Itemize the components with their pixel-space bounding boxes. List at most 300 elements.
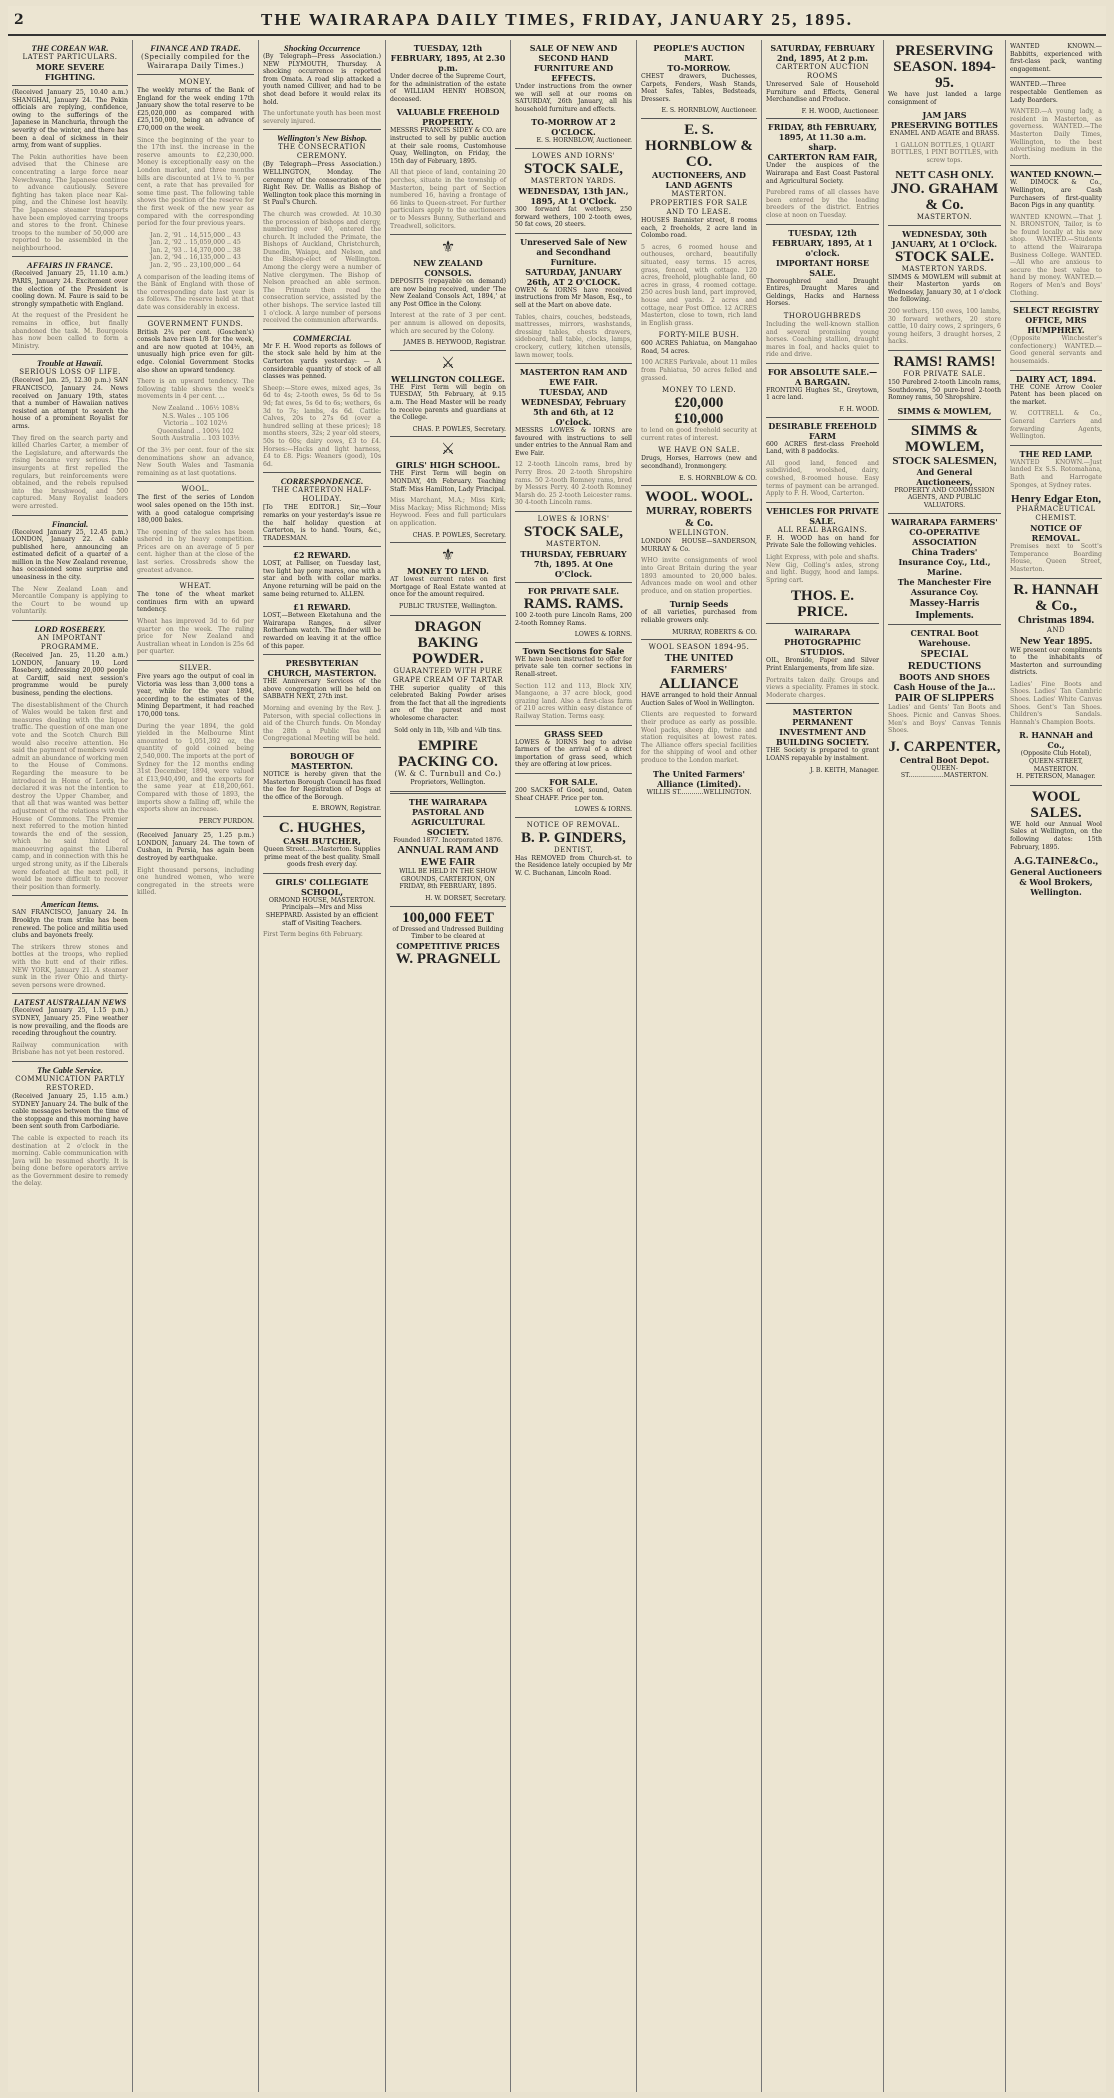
article-text: Eight thousand persons, including one hundred women, who were congregated in the streets were killed. <box>137 866 254 897</box>
ad-yards: MASTERTON. <box>545 540 602 549</box>
ad-text: Clients are requested to forward their produce as early as possible. Wool packs, sheep dip, twine and station requisites at lowest rates. The Alliance offers special facilities for the shipping of wool and other produce to the London market. <box>641 711 757 764</box>
ad-lowes: LOWES & IORNS' <box>537 515 610 524</box>
article-text: Of the 3½ per cent. four of the six denominations show an advance, New South Wales and Tasmania remaining as at last quotations. <box>137 446 254 477</box>
coat-of-arms-icon: ⚜ <box>440 545 456 565</box>
ad-text: Drugs, Horses, Harrows (new and secondhand), Ironmongery. <box>641 455 757 471</box>
ad-building-society: MASTERTON PERMANENT INVESTMENT AND BUILDING SOCIETY. <box>775 707 870 748</box>
ad-mart: PEOPLE'S AUCTION MART. <box>653 43 745 63</box>
subhead: AN IMPORTANT PROGRAMME. <box>37 634 103 652</box>
ad-thoroughbreds: THOROUGHBREDS <box>783 311 862 320</box>
headline-finance: FINANCE AND TRADE. <box>150 43 241 53</box>
ad-graham: JNO. GRAHAM & Co. <box>890 180 999 213</box>
ad-text: (Opposite Winchester's confectionery.) WANTED.—Good general servants and housemaids. <box>1010 335 1102 365</box>
article-text: SAN FRANCISCO, January 24. In Brooklyn the tram strike has been renewed. The police and militia used clubs and bayonets freely. <box>12 909 128 940</box>
subhead: SILVER. <box>179 664 212 672</box>
ad-text: OIL, Bromide, Paper and Silver Print Enlargements, from life size. <box>766 657 879 672</box>
headline-france: AFFAIRS IN FRANCE. <box>27 260 113 271</box>
article-text: A comparison of the leading items of the Bank of England with those of the corresponding date last year is as follows. The reserve held at that date was considerably in excess. <box>137 273 254 312</box>
ad-wool: WOOL. WOOL. <box>645 489 753 506</box>
headline-rosebery: LORD ROSEBERY. <box>34 624 106 635</box>
ad-text: of all varieties, purchased from reliable growers only. <box>641 609 757 624</box>
ad-stock-salesmen: STOCK SALESMEN, <box>892 454 997 467</box>
ad-murray: MURRAY, ROBERTS & Co. <box>646 505 752 530</box>
ad-dairy-act: DAIRY ACT, 1894. <box>1015 373 1097 384</box>
article-text: The church was crowded. At 10.30 the procession of bishops and clergy, numbering over 40, entered the church. It included the Primate, the Bishops of Auckland, Christchurch, Dunedin, Waiapu, and Nelson, and the Bishop-elect of Wellington. Among the clergy were a number of Native clergymen. The Bishop of Nelson preached an able sermon. The Primate then read the consecration service, assisted by the other bishops. The service lasted till 1 o'clock. A large number of persons received the communion afterwards. <box>263 210 381 325</box>
ad-text: WANTED KNOWN.—Just landed Ex S.S. Rotomahana, Bath and Harrogate Sponges, at Sydney rates. <box>1010 458 1102 489</box>
ad-text: LONDON HOUSE—SANDERSON, MURRAY & Co. <box>641 538 757 553</box>
ad-text: HOUSES Bannister street, 8 rooms each, 2 freeholds, 2 acre land in Colombo road. <box>641 216 757 240</box>
ad-text: WE have been instructed to offer for private sale ten corner sections in Renall-street. <box>515 655 632 678</box>
column-5 <box>511 40 637 2092</box>
ad-new-year: New Year 1895. <box>1019 634 1093 647</box>
ad-date: SATURDAY, FEBRUARY 2nd, 1895, At 2 p.m. <box>770 43 875 63</box>
ad-manchester: The Manchester Fire Assurance Coy. <box>897 577 992 598</box>
ad-photo: WAIRARAPA PHOTOGRAPHIC STUDIOS. <box>784 627 861 658</box>
subhead: THE CARTERTON HALF-HOLIDAY. <box>272 486 372 504</box>
ad-tomorrow: TO-MORROW. <box>667 63 731 73</box>
article-text: The tone of the wheat market continues firm with an upward tendency. <box>137 591 254 614</box>
ad-presbyterian: PRESBYTERIAN CHURCH, MASTERTON. <box>267 658 377 679</box>
signature: E. S. HORNBLOW, Auctioneer. <box>661 107 757 115</box>
article-text: Five years ago the output of coal in Victoria was less than 3,000 tons a year, while for the year 1894, according to the estimates of the Mining Department, it had reached 170,000 tons. <box>137 673 254 718</box>
headline-hawaii: Trouble at Hawaii. <box>36 358 104 369</box>
ad-text: WANTED KNOWN.—That J. N. BRONSTON, Tailor, is to be found locally at his new shop. WANTED.—Students to attend the Wairarapa Business College. WANTED.—All who are anxious to secure the best value to hand by money. WANTED.—Rogers of Men's and Boys' Clothing. <box>1010 213 1102 297</box>
column-grid <box>8 40 1106 2092</box>
ad-text: CHEST drawers, Duchesses, Carpets, Fenders, Wash Stands, Meat Safes, Tables, Bedsteads, Dressers. <box>641 73 757 103</box>
ad-yards: MASTERTON YARDS. <box>530 176 617 185</box>
ad-ginders: B. P. GINDERS, <box>521 829 626 846</box>
ad-text: WANTED.—A young lady, a resident in Masterton, as governess. WANTED.—The Masterton Daily Times, Wellington, to the best advertising medium in the North. <box>1010 108 1102 161</box>
column-3 <box>259 40 386 2092</box>
ad-text: MESSRS LOWES & IORNS are favoured with instructions to sell under entries to the Annual Ram and Ewe Fair. <box>515 427 632 457</box>
ad-date: WEDNESDAY, 13th JAN., 1895, At 1 O'Clock. <box>518 185 629 206</box>
subhead: MORE SEVERE FIGHTING. <box>35 62 105 82</box>
ad-massey: Massey-Harris Implements. <box>909 597 980 622</box>
signature: LOWES & IORNS. <box>574 631 632 639</box>
ad-text: Morning and evening by the Rev. J. Paterson, with special collections in aid of the Church funds. On Monday the 28th a Public Tea and Congregational Meeting will be held. <box>263 705 381 743</box>
ad-text: All that piece of land, containing 20 perches, situate in the township of Masterton, being part of Section numbered 16, having a frontage of 66 links to Queen-street. For further particulars apply to the auctioneers or to Messrs Bunny, Sutherland and Treadwell, solicitors. <box>390 169 506 230</box>
ad-text: Proprietors, Wellington. <box>410 779 486 787</box>
ad-wool-sales: WOOL SALES. <box>1030 788 1082 821</box>
ad-text: Sold only in 1lb, ½lb and ¼lb tins. <box>394 726 502 734</box>
signature: J. B. KEITH, Manager. <box>809 766 879 774</box>
ad-text: (Opposite Club Hotel), QUEEN-STREET, MASTERTON. <box>1020 750 1092 773</box>
column-4 <box>386 40 511 2092</box>
ad-text: Portraits taken daily. Groups and views a speciality. Frames in stock. Moderate charges. <box>766 676 879 699</box>
ad-text: Under the auspices of the Wairarapa and East Coast Pastoral and Agricultural Society. <box>766 162 879 185</box>
ad-text: to lend on good freehold security at current rates of interest. <box>641 427 757 442</box>
ad-text: 12 2-tooth Lincoln rams, bred by Perry Bros. 20 2-tooth Shropshire rams. 50 2-tooth Romney rams, bred by Messrs Perry. 40 2-tooth Romney Marsh do. 25 2-tooth Leicester rams. 30 4-tooth Lincoln rams. <box>515 461 632 507</box>
ad-text: WILL BE HELD IN THE SHOW GROUNDS, CARTERTON, ON FRIDAY, 8th FEBRUARY, 1895. <box>399 868 497 891</box>
ad-text: Purebred rams of all classes have been entered by the leading breeders of the district. Entries close at noon on Tuesday. <box>766 189 879 219</box>
ad-text: DEPOSITS (repayable on demand) are now being received, under 'The New Zealand Consols Act, 1894,' at any Post Office in the Colony. <box>390 278 506 308</box>
ad-vehicles: VEHICLES FOR PRIVATE SALE. <box>766 505 879 526</box>
ad-reward-1: £1 REWARD. <box>293 602 351 613</box>
ad-text: Section 112 and 113, Block XIV, Mangaone, a 37 acre block, good grazing land. Also a first-class farm of 210 acres within easy distance of Railway Station. Terms easy. <box>515 682 632 720</box>
ad-dragon: DRAGON BAKING POWDER. <box>412 618 484 667</box>
signature: H. PETERSON, Manager. <box>1016 773 1096 781</box>
ad-pastoral: THE WAIRARAPA PASTORAL AND AGRICULTURAL SOCIETY. <box>408 796 488 837</box>
ad-time: TO-MORROW AT 2 O'CLOCK. <box>531 117 616 138</box>
ad-bottles: PRESERVING BOTTLES <box>891 120 998 131</box>
ad-jars: JAM JARS <box>922 110 967 121</box>
ad-borough: BOROUGH OF MASTERTON. <box>289 750 355 771</box>
column-2 <box>133 40 259 2092</box>
ad-ram-fair: ANNUAL RAM AND EWE FAIR <box>397 844 499 869</box>
ad-date: TUESDAY, 12th FEBRUARY, 1895, At 2.30 p.m. <box>390 43 506 73</box>
ad-on-sale: WE HAVE ON SALE. <box>658 446 740 455</box>
article-text: The first of the series of London wool sales opened on the 15th inst. with a good catalogue comprising 180,000 bales. <box>137 494 254 525</box>
ad-collegiate: GIRLS' COLLEGIATE SCHOOL, <box>275 876 369 897</box>
ad-boot-depot: Central Boot Depot. <box>899 754 990 765</box>
ad-red-lamp: THE RED LAMP. <box>1019 448 1093 459</box>
signature: H. W. DORSET, Secretary. <box>425 895 506 903</box>
ad-text: QUEEN-ST..................MASTERTON. <box>900 764 989 780</box>
ad-text: Miss Marchant, M.A.; Miss Kirk; Miss Mackay; Miss Richmond; Miss Heywood. Fees and full particulars on application. <box>390 497 506 527</box>
ad-removal: NOTICE OF REMOVAL. <box>1030 523 1082 544</box>
ad-text: HAVE arranged to hold their Annual Auction Sales of Wool in Wellington. <box>641 692 757 707</box>
subhead: COMMUNICATION PARTLY RESTORED. <box>15 1074 125 1092</box>
ad-text: LOWES & IORNS beg to advise farmers of the arrival of a direct importation of grass seed, which they are offering at low prices. <box>515 738 632 769</box>
subhead: (Specially compiled for the Wairarapa Daily Times.) <box>140 53 251 70</box>
headline-corean-war: THE COREAN WAR. <box>31 43 109 53</box>
ad-text: First Term begins 6th February. <box>263 931 363 939</box>
column-9 <box>1006 40 1106 2092</box>
ad-text: We have just landed a large consignment of <box>888 91 1001 106</box>
ad-text: THE Anniversary Services of the above congregation will be held on SABBATH NEXT, 27th inst. <box>263 678 381 701</box>
article-text: Railway communication with Brisbane has not yet been restored. <box>12 1041 128 1057</box>
ad-wellington: WELLINGTON. <box>669 529 729 538</box>
ad-text: THE CONE Arrow Cooler Patent has been placed on the market. <box>1010 383 1102 406</box>
ad-text: Ladies' and Gents' Tan Boots and Shoes. Picnic and Canvas Shoes. Men's and Boys' Canvas Tennis Shoes. <box>888 704 1001 735</box>
ad-text: Tables, chairs, couches, bedsteads, mattresses, mirrors, washstands, dressing tables, chests drawers, sideboard, hall table, clocks, lamps, crockery, cutlery, kitchen utensils, lawn mower, tools. <box>515 313 632 359</box>
ad-timber: 100,000 FEET <box>402 909 494 926</box>
article-text: (Received Jan. 25, 11.20 a.m.) LONDON, January 19. Lord Rosebery, addressing 20,000 people at Cardiff, said next session's programme would be purely business, pending the elections. <box>12 652 128 697</box>
ad-simms: SIMMS & MOWLEM, <box>897 405 992 416</box>
ad-taine-sub: General Auctioneers & Wool Brokers, Wellington. <box>1010 867 1102 898</box>
ad-private: FOR PRIVATE SALE. <box>527 586 620 597</box>
ad-wanted: WANTED KNOWN.— <box>1010 169 1102 180</box>
ad-carpenter: J. CARPENTER, <box>888 738 1001 755</box>
article-text: At the request of the President he remains in office, but finally abandoned the task. M. Bourgeois has now been called to form a Ministry. <box>12 312 128 350</box>
headline-american: American Items. <box>40 899 100 910</box>
ad-text: THE Society is prepared to grant LOANS repayable by instalment. <box>766 747 879 762</box>
signature: PERCY PURDON. <box>198 817 254 825</box>
coat-of-arms-icon: ⚜ <box>440 237 456 257</box>
ad-farmers-coop: WAIRARAPA FARMERS' CO-OPERATIVE ASSOCIATION <box>891 517 998 548</box>
ad-text: Unreserved Sale of Household Furniture and Effects, General Merchandise and Produce. <box>766 81 879 104</box>
ad-text: MESSRS FRANCIS SIDEY & CO. are instructed to sell by public auction at their sale rooms, Customhouse Quay, Wellington, on Friday, the 15th day of February, 1895. <box>390 127 506 165</box>
ad-text: Under instructions from the owner we will sell at our rooms on SATURDAY, 26th January, all his household furniture and effects. <box>515 83 632 113</box>
masthead <box>8 6 1106 36</box>
ad-college: WELLINGTON COLLEGE. <box>391 373 505 384</box>
column-6 <box>637 40 762 2092</box>
ad-registry: SELECT REGISTRY OFFICE, MRS HUMPHREY. <box>1013 305 1099 336</box>
ad-text: WILLIS ST............WELLINGTON. <box>646 788 752 796</box>
ad-and: AND <box>1046 625 1066 634</box>
ad-text: Light Express, with pole and shafts. New Gig, Colling's axles, strong and light. Buggy, hood and lamps. Spring cart. <box>766 554 879 584</box>
headline-australian: LATEST AUSTRALIAN NEWS <box>13 997 127 1008</box>
ad-reward-2: £2 REWARD. <box>293 550 351 561</box>
ad-bargain: FOR ABSOLUTE SALE.—A BARGAIN. <box>767 366 878 387</box>
ad-text: OWEN & IORNS have received instructions from Mr Mason, Esq., to sell at the Mart on above date. <box>515 286 632 309</box>
ad-text: ENAMEL AND AGATE and BRASS. <box>889 130 1000 138</box>
ad-grass-seed: GRASS SEED <box>544 728 603 739</box>
subhead: GOVERNMENT FUNDS. <box>147 319 244 328</box>
ad-text: 200 wethers, 150 ewes, 100 lambs, 30 forward wethers, 20 store cattle, 10 dairy cows, 2 springers, 6 young heifers, 3 draught horses, 2 hacks. <box>888 307 1001 346</box>
ad-date: THURSDAY, FEBRUARY 7th, 1895. At One O'Clock. <box>520 549 627 580</box>
ad-text: Queen Street......Masterton. Supplies prime meat of the best quality. Small goods fresh every day. <box>263 845 381 869</box>
ad-text: 600 ACRES first-class Freehold Land, with 8 paddocks. <box>766 440 879 456</box>
article-text: There is an upward tendency. The following table shows the week's movements in 4 per cent. ... <box>137 378 254 401</box>
ad-hughes: C. HUGHES, <box>278 819 366 836</box>
ad-rams: RAMS. RAMS. <box>523 596 624 613</box>
ad-slippers: PAIR OF SLIPPERS <box>894 692 994 705</box>
ad-text: AT lowest current rates on first Mortgage of Real Estate wanted at once for the amount required. <box>390 576 506 599</box>
ad-turnip: Turnip Seeds <box>669 599 729 610</box>
ad-unreserved: Unreserved Sale of New and Secondhand Furniture. <box>520 236 627 267</box>
ad-hannah: R. HANNAH & Co., <box>1013 581 1099 614</box>
ad-sale: FOR SALE. <box>549 776 598 787</box>
ad-ram-ewe: MASTERTON RAM AND EWE FAIR. <box>519 367 628 388</box>
ad-christmas: Christmas 1894. <box>1017 613 1095 626</box>
ad-hornblow: E. S. HORNBLOW & CO. <box>645 121 753 170</box>
ad-text: 200 SACKS of Good, sound, Oaten Sheaf CHAFF. Price per ton. <box>515 786 632 802</box>
ad-freehold: VALUABLE FREEHOLD PROPERTY. <box>396 107 500 128</box>
ad-stock-sale: STOCK SALE, <box>524 160 623 177</box>
ad-text: W. DIMOCK & Co., Wellington, are Cash Purchasers of first-quality Bacon Pigs in any quantity. <box>1010 179 1102 210</box>
ad-price: THOS. E. PRICE. <box>791 588 854 621</box>
ad-town: MASTERTON. <box>671 189 727 198</box>
ad-text: WANTED.—Three respectable Gentlemen as Lady Boarders. <box>1010 81 1102 104</box>
ad-farm: DESIRABLE FREEHOLD FARM <box>768 420 877 441</box>
ad-text: Interest at the rate of 3 per cent. per annum is allowed on deposits, which are secured by the Colony. <box>390 312 506 335</box>
ad-text: WANTED KNOWN.—Babbitts, experienced with first-class pack, wanting engagement. <box>1010 43 1102 73</box>
article-text: Wheat has improved 3d to 6d per quarter on the week. The ruling price for New Zealand and Australian wheat in London is 25s 6d per quarter. <box>137 618 254 656</box>
table-reserves: Jan. 2, '91 .. 14,515,000 .. 43 Jan. 2, '92 .. 15,059,000 .. 45 Jan. 2, '93 .. 14,370,000 .. 38 Jan. 2, '94 .. 16,135,000 .. 43 Jan. 2, '95 .. 23,100,000 .. 64 <box>150 231 241 270</box>
ad-amount: £20,000 <box>674 395 724 412</box>
signature: MURRAY, ROBERTS & CO. <box>672 628 757 636</box>
ad-wool-season: WOOL SEASON 1894-95. <box>648 643 750 652</box>
ad-date: TUESDAY, 12th FEBRUARY, 1895, At 1 o'clock. <box>772 227 873 258</box>
ad-text: Thoroughbred and Draught Entires, Draught Mares and Geldings, Hacks and Harness Horses. <box>766 277 879 308</box>
ad-text: Ladies' Fine Boots and Shoes. Ladies' Tan Cambric Shoes. Ladies' White Canvas Shoes. Gent's Tan Shoes. Children's Sandals. Hannah's Champion Boots. <box>1010 680 1102 726</box>
article-text: (Received Jan. 25, 12.30 p.m.) SAN FRANCISCO, January 24. News received on January 19th, states that a number of Hawaiian natives resisted an attempt to search the house of a prominent Royalist for arms. <box>12 377 128 430</box>
ad-cash-house: Cash House of the Ja... <box>893 682 996 693</box>
article-text: The disestablishment of the Church of Wales would be taken first and measures dealing with the liquor traffic. The question of one man one vote and the Scotch Church Bill would also receive attention. He said the payment of members would admit an abundance of working men to the House of Commons. Regarding the measure to be introduced in Home of Lords, he declared it was not the intention to destroy the Upper Chamber, and that all that was wanted was better adjustment of the relations with the House of Commons. The Premier next referred to the motion hinted towards the end of the session, which he said hinted of manoeuvring against the Liberal camp, and in connection with this he urged strong unity, as if the Liberals were defeated at the next poll, it would be more difficult to recover their position than formerly. <box>12 701 128 891</box>
ad-horse-sale: IMPORTANT HORSE SALE. <box>776 257 869 278</box>
ad-ram-fair: CARTERTON RAM FAIR, <box>767 152 878 163</box>
article-text: The strikers threw stones and bottles at the troops, who replied with the butt end of their rifles. NEW YORK, January 21. A steamer sunk in the river Ohio and thirty-seven persons were drowned. <box>12 943 128 989</box>
ad-text: LOST,—Between Eketahuna and the Wairarapa Ranges, a silver Rotherham watch. The finder will be rewarded on leaving it at the office of this paper. <box>263 612 381 650</box>
ad-empire-sub: (W. & C. Turnbull and Co.) <box>394 770 502 779</box>
ad-properties: PROPERTIES FOR SALE AND TO LEASE. <box>650 198 748 216</box>
signature: E. S. HORNBLOW & CO. <box>679 474 757 482</box>
ad-dragon-sub: GUARANTEED WITH PURE GRAPE CREAM OF TARTAR <box>392 666 504 684</box>
article-text: (Received January 25, 11.10 a.m.) PARIS, January 24. Excitement over the election of the President is cooling down. M. Faure is said to be strongly sympathetic with England. <box>12 270 128 308</box>
ad-text: Including the well-known stallion and several promising young horses. Coaching stallion, draught mares in foal, and hacks quiet to ride and drive. <box>766 320 879 359</box>
newspaper-title: THE WAIRARAPA DAILY TIMES, FRIDAY, JANUARY 25, 1895. <box>261 10 853 29</box>
ad-empire: EMPIRE PACKING CO. <box>398 738 498 771</box>
ad-consols: NEW ZEALAND CONSOLS. <box>413 258 483 279</box>
ad-boots: BOOTS AND SHOES <box>899 672 990 683</box>
page-number: 2 <box>14 12 24 28</box>
ad-private: FOR PRIVATE SALE. <box>903 369 986 378</box>
ad-date: WEDNESDAY, 30th JANUARY, At 1 O'Clock. <box>891 228 998 249</box>
article-text: (By Telegraph—Press Association.) NEW PLYMOUTH, Thursday. A shocking occurrence is reported from Omata. A road slip attacked a youth named Cilliver, and had to be shot dead before it would relax its hold. <box>263 53 381 106</box>
ad-hughes-sub: CASH BUTCHER, <box>283 835 361 846</box>
article-text: The opening of the sales has been ushered in by heavy competition. Prices are on an average of 5 per cent. higher than at the close of the last series. Crossbreds show the greatest advance. <box>137 528 254 574</box>
article-text: (Received January 25, 1.15 a.m.) SYDNEY January 24. The bulk of the cable messages between the time of the stoppage and this morning have been sent south from Carbodiarie. <box>12 1092 128 1131</box>
ad-text: Has REMOVED from Church-st. to the Residence lately occupied by Mr W. C. Buchanan, Lincoln Road. <box>515 854 632 877</box>
article-text: (Received January 25, 10.40 a.m.) SHANGHAI, January 24. The Pekin officials are replying, confidence, owing to the sufferings of the Japanese in Manchuria, through the severity of the winter, and there has been a deal of sickness in their army, from want of supplies. <box>12 89 128 150</box>
signature: E. S. HORNBLOW, Auctioneer. <box>536 137 632 145</box>
ad-text: WE present our compliments to the inhabitants of Masterton and surrounding districts. <box>1010 646 1102 677</box>
article-text: The cable is expected to reach its destination at 2 o'clock in the morning. Cable communication with Java will be resumed shortly. It is being done before operators arrive as the Government desire to remedy the delay. <box>12 1134 128 1188</box>
headline-bishop: Wellington's New Bishop. <box>276 133 368 144</box>
ad-hannah-co: R. HANNAH and Co., <box>1019 730 1093 751</box>
ad-timber-sub: COMPETITIVE PRICES <box>396 940 500 951</box>
ad-central-boot: CENTRAL Boot Warehouse. <box>910 628 979 649</box>
ad-united-farmers: THE UNITED FARMERS' <box>664 652 734 677</box>
ad-text: ORMOND HOUSE, MASTERTON. Principals—Mrs and Miss SHEPPARD. Assisted by an efficient staff of Visiting Teachers. <box>265 896 379 927</box>
college-crest-icon: ⚔ <box>440 352 456 372</box>
ad-rooms: CARTERTON AUCTION ROOMS <box>775 63 870 80</box>
ad-town: MASTERTON. <box>916 212 973 221</box>
article-text: The weekly returns of the Bank of England for the week ending 17th January show the total reserve to be £25,020,000 as compared with £25,150,000, being an advance of £70,000 on the week. <box>137 87 254 132</box>
ad-yards: MASTERTON YARDS. <box>901 264 988 273</box>
subhead: THE CONSECRATION CEREMONY. <box>278 143 366 161</box>
ad-eton: Henry Edgar Eton, <box>1011 493 1101 506</box>
ad-simms-mowlem: SIMMS & MOWLEM, <box>905 422 984 455</box>
article-text: (Received January 25, 1.25 p.m.) LONDON, January 24. The town of Cushan, in Persia, has again been destroyed by earthquake. <box>137 832 254 863</box>
ad-text: WHO invite consignments of wool into Great Britain during the year 1893 amounted to 20,000 bales. Advances made on wool and other produce, and on station properties. <box>641 557 757 595</box>
headline-shocking: Shocking Occurrence <box>283 43 361 53</box>
subhead: WHEAT. <box>179 582 212 591</box>
ad-text: All good land, fenced and subdivided, woolshed, dairy, cowshed, 8-roomed house. Easy terms of payment can be arranged. Apply to F. H. Wood, Carterton. <box>766 459 879 498</box>
ad-taine: A.G.TAINE&Co., <box>1013 855 1099 868</box>
ad-money-lend: MONEY TO LEND. <box>661 386 737 395</box>
ad-date: SATURDAY, JANUARY 26th, AT 2 O'CLOCK. <box>525 266 622 287</box>
ad-text: LOST, at Palliser, on Tuesday last, two light bay pony mares, one with a star and both with collar marks. Anyone returning will be paid on the same being returned to. ALLEN. <box>263 560 381 598</box>
article-text: The New Zealand Loan and Mercantile Company is applying to the Court to be wound up voluntarily. <box>12 585 128 616</box>
ad-text: SIMMS & MOWLEM will submit at their Masterton yards on Wednesday, January 30, at 1 o'clock the following. <box>888 273 1001 304</box>
column-1 <box>8 40 133 2092</box>
column-7 <box>762 40 884 2092</box>
ad-date: FRIDAY, 8th FEBRUARY, 1895, At 11.30 a.m. sharp. <box>768 122 877 153</box>
ad-reductions: SPECIAL REDUCTIONS <box>907 648 982 673</box>
ad-text: THE superior quality of this celebrated Baking Powder arises from the fact that all the ingredients are of the purest and most wholesome character. <box>390 684 506 722</box>
article-text: (By Telegraph—Press Association.) WELLINGTON, Monday. The ceremony of the consecration of the Right Rev. Dr. Wallis as Bishop of Wellington took place this morning in St Paul's Church. <box>263 161 381 207</box>
ad-text: Under decree of the Supreme Court, for the administration of the estate of WILLIAM HENRY HOBSON, deceased. <box>390 73 506 103</box>
ad-girls-school: GIRLS' HIGH SCHOOL. <box>395 460 501 471</box>
school-crest-icon: ⚔ <box>440 439 456 459</box>
ad-money: MONEY TO LEND. <box>407 566 489 577</box>
article-text: (Received January 25, 1.15 p.m.) SYDNEY, January 25. Fine weather is now prevailing, and the floods are receding throughout the country. <box>12 1007 128 1038</box>
headline-financial: Financial. <box>51 518 89 529</box>
column-8 <box>884 40 1006 2092</box>
ad-china-traders: China Traders' Insurance Coy., Ltd., Marine. <box>898 547 991 578</box>
ad-text: FRONTING Hughes St., Greytown, 1 acre land. <box>766 386 879 402</box>
ad-removal: NOTICE OF REMOVAL. <box>526 820 621 829</box>
ad-preserving: PRESERVING SEASON. 1894-95. <box>893 43 996 91</box>
article-text: During the year 1894, the gold yielded in the Melbourne Mint amounted to 1,051,392 oz, the quantity of gold coined being 2,540,000. The imports at the port of Sydney for the 12 months ending 31st December, 1894, were valued at £13,940,490, and the exports for the same year at £18,200,661. Compared with those of 1893, the imports show a falling off, while the exports show an increase. <box>137 722 254 814</box>
ad-text: W. COTTRELL & Co., General Carriers and forwarding Agents, Wellington. <box>1010 410 1102 441</box>
ad-forty-mile: FORTY-MILE BUSH. <box>658 331 740 340</box>
ad-text: Premises next to Scott's Temperance Boarding House, Queen Street, Masterton. <box>1010 543 1102 573</box>
ad-text: 5 acres, 6 roomed house and outhouses, orchard, beautifully situated, easy terms. 15 acres, grass, fenced, with cottage. 120 acres, freehold, ploughable land, 60 acres in grass, 4 roomed cottage. 250 acres bush land, part improved, house and yards. 2 acres and cottage, near Post Office. 12 ACRES Masterton, close to town, rich land in English grass. <box>641 243 757 327</box>
ad-stock-sale: STOCK SALE. <box>895 248 994 265</box>
article-text: Since the beginning of the year to the 17th inst. the increase in the reserve amounts to £2,230,000. Money is exceptionally easy on the London market, and three months bills are discounted at 1¼ to ¾ per cent, a rate that has prevailed for some time past. The following table shows the position of the reserve for the first week of the new year as compared with the corresponding period for the four previous years. <box>137 136 254 228</box>
signature: CHAS. P. POWLES, Secretary. <box>412 425 506 433</box>
ad-rams: RAMS! RAMS! <box>893 353 996 370</box>
signature: LOWES & IORNS. <box>574 806 632 814</box>
signature: E. BROWN, Registrar. <box>312 805 381 813</box>
ad-text: 1 GALLON BOTTLES, 1 QUART BOTTLES, 1 PINT BOTTLES, with screw tops. <box>890 141 999 164</box>
letter-text: [To THE EDITOR.] Sir,—Your remarks on your yesterday's issue re the half holiday question at Carterton, is to hand. Yours, &c., TRADESMAN. <box>263 504 381 542</box>
ad-amount: £10,000 <box>674 411 724 428</box>
headline-commercial: COMMERCIAL <box>292 332 352 343</box>
ad-text: Founded 1877. Incorporated 1876. <box>393 836 503 844</box>
signature: F. H. WOOD. <box>839 406 879 414</box>
ad-text: NOTICE is hereby given that the Masterton Borough Council has fixed the fee for Registration of Dogs at the office of the Borough. <box>263 770 381 801</box>
subhead: WOOL. <box>181 485 210 494</box>
article-text: They fired on the search party and killed Charles Carter, a member of the Legislature, and afterwards the rising became very serious. The insurgents at first repelled the regulars, but reinforcements were obtained, and the rebels repulsed into the brushwood, and 500 captured. Many Royalist leaders were arrested. <box>12 434 128 510</box>
subhead: SERIOUS LOSS OF LIFE. <box>19 368 121 377</box>
ad-nett-cash: NETT CASH ONLY. <box>895 168 994 181</box>
signature: JAMES B. HEYWOOD, Registrar. <box>403 339 506 347</box>
headline-correspondence: CORRESPONDENCE. <box>280 476 364 487</box>
ad-text: 300 forward fat wethers, 250 forward wethers, 100 2-tooth ewes, 50 fat cows, 20 steers. <box>515 205 632 229</box>
article-text: (Received January 25, 12.45 p.m.) LONDON, January 22. A cable published here, announcing an estimated deficit of a quarter of a million in the New Zealand revenue, has occasioned some surprise and uneasiness in the city. <box>12 528 128 582</box>
ad-text: PUBLIC TRUSTEE, Wellington. <box>399 602 497 610</box>
ad-furniture: SALE OF NEW AND SECOND HAND FURNITURE AND EFFECTS. <box>529 43 618 83</box>
article-text: The Pekin authorities have been advised that the Chinese are concentrating a large force near Newchwang. The Japanese continue to advance cautiously. Severe fighting has taken place near Kai-ping, and the Chinese lost heavily. The Japanese steamer transports have been employed carrying troops and stores to the front. Chinese troops to the number of 50,000 are reported to be assembled in the neighbourhood. <box>12 153 128 252</box>
headline-cable: The Cable Service. <box>37 1064 103 1075</box>
signature: F. H. WOOD, Auctioneer. <box>801 107 879 115</box>
ad-pragnell: W. PRAGNELL <box>395 950 501 967</box>
article-text: Mr F. H. Wood reports as follows of the stock sale held by him at the Carterton yards yesterday: — A considerable quantity of stock of all classes was penned. <box>263 342 381 381</box>
ad-text: 600 ACRES Pahiatua, on Mangahao Road, 54 acres. <box>641 340 757 355</box>
ad-text: 100 ACRES Parkvale, about 11 miles from Pahiatua, 50 acres felled and grassed. <box>641 359 757 382</box>
ad-alliance: ALLIANCE <box>659 676 739 693</box>
subhead: LATEST PARTICULARS. <box>22 53 118 61</box>
article-text: British 2¾ per cent. (Goschen's) consols have risen 1/8 for the week, and are now quoted at 104½, an unusually high price even for gilt-edge. Colonial Government Stocks also show an upward tendency. <box>137 328 254 374</box>
ad-dentist: DENTIST, <box>554 845 593 854</box>
ad-lowes: LOWES AND IORNS' <box>531 151 616 160</box>
ad-text: 100 2-tooth pure Lincoln Rams, 200 2-tooth Romney Rams. <box>515 612 632 627</box>
ad-text: of Dressed and Undressed Building Timber to be cleared at <box>392 925 504 941</box>
ad-text: 150 Purebred 2-tooth Lincoln rams, Southdowns, 50 pure-bred 2-tooth Romney rams, 50 Shropshire. <box>888 378 1001 402</box>
table-stocks: New Zealand .. 106½ 108¼ N.S. Wales .. 105 106 Victoria .. 102 102½ Queensland .. 100¼ 102 South Australia .. 103 103½ <box>151 404 240 443</box>
subhead: MONEY. <box>178 78 213 86</box>
ad-alliance-limited: The United Farmers' Alliance (Limited). <box>652 768 745 789</box>
article-text: Sheep:—Store ewes, mixed ages, 3s 6d to 4s; 2-tooth ewes, 5s 6d to 5s 9d; fat ewes, 5s 6d to 6s; wethers, 6s 3d to 7s; lambs, 4s 6d. Cattle: Calves, 20s to 27s 6d (over a hundred selling at these prices); 18 months steers, 32s; 2 year old steers, 50s to 60s; dairy cows, £3 to £4. Horses:—Hacks and light harness, £4 to £8. Pigs: Weaners (good), 10s 6d. <box>263 384 381 468</box>
newspaper-page <box>8 6 1106 2092</box>
ad-stock-sale: STOCK SALE, <box>524 524 623 541</box>
ad-chemist: PHARMACEUTICAL CHEMIST. <box>1016 505 1096 523</box>
ad-text: THE First Term will begin on TUESDAY, 5th February, at 9.15 a.m. The Head Master will be ready to receive parents and guardians at the College. <box>390 383 506 422</box>
ad-text: F. H. WOOD has on hand for Private Sale the following vehicles. <box>766 534 879 550</box>
ad-auctioneers: AUCTIONEERS, AND LAND AGENTS <box>652 169 746 190</box>
ad-text: THE First Term will begin on MONDAY, 4th February. Teaching Staff: Miss Hamilton, Lady Principal. <box>390 470 506 493</box>
ad-text: PROPERTY AND COMMISSION AGENTS, AND PUBLIC VALUATORS. <box>894 486 995 509</box>
ad-town-sections: Town Sections for Sale <box>522 645 625 656</box>
ad-bargains: ALL REAL BARGAINS. <box>777 525 868 534</box>
ad-date: TUESDAY, AND WEDNESDAY, February 5th and 6th, at 12 O'clock. <box>521 387 626 428</box>
ad-text: WE hold our Annual Wool Sales at Wellington, on the following dates: 15th February, 1895. <box>1010 820 1102 851</box>
ad-general: And General Auctioneers, <box>916 466 973 487</box>
